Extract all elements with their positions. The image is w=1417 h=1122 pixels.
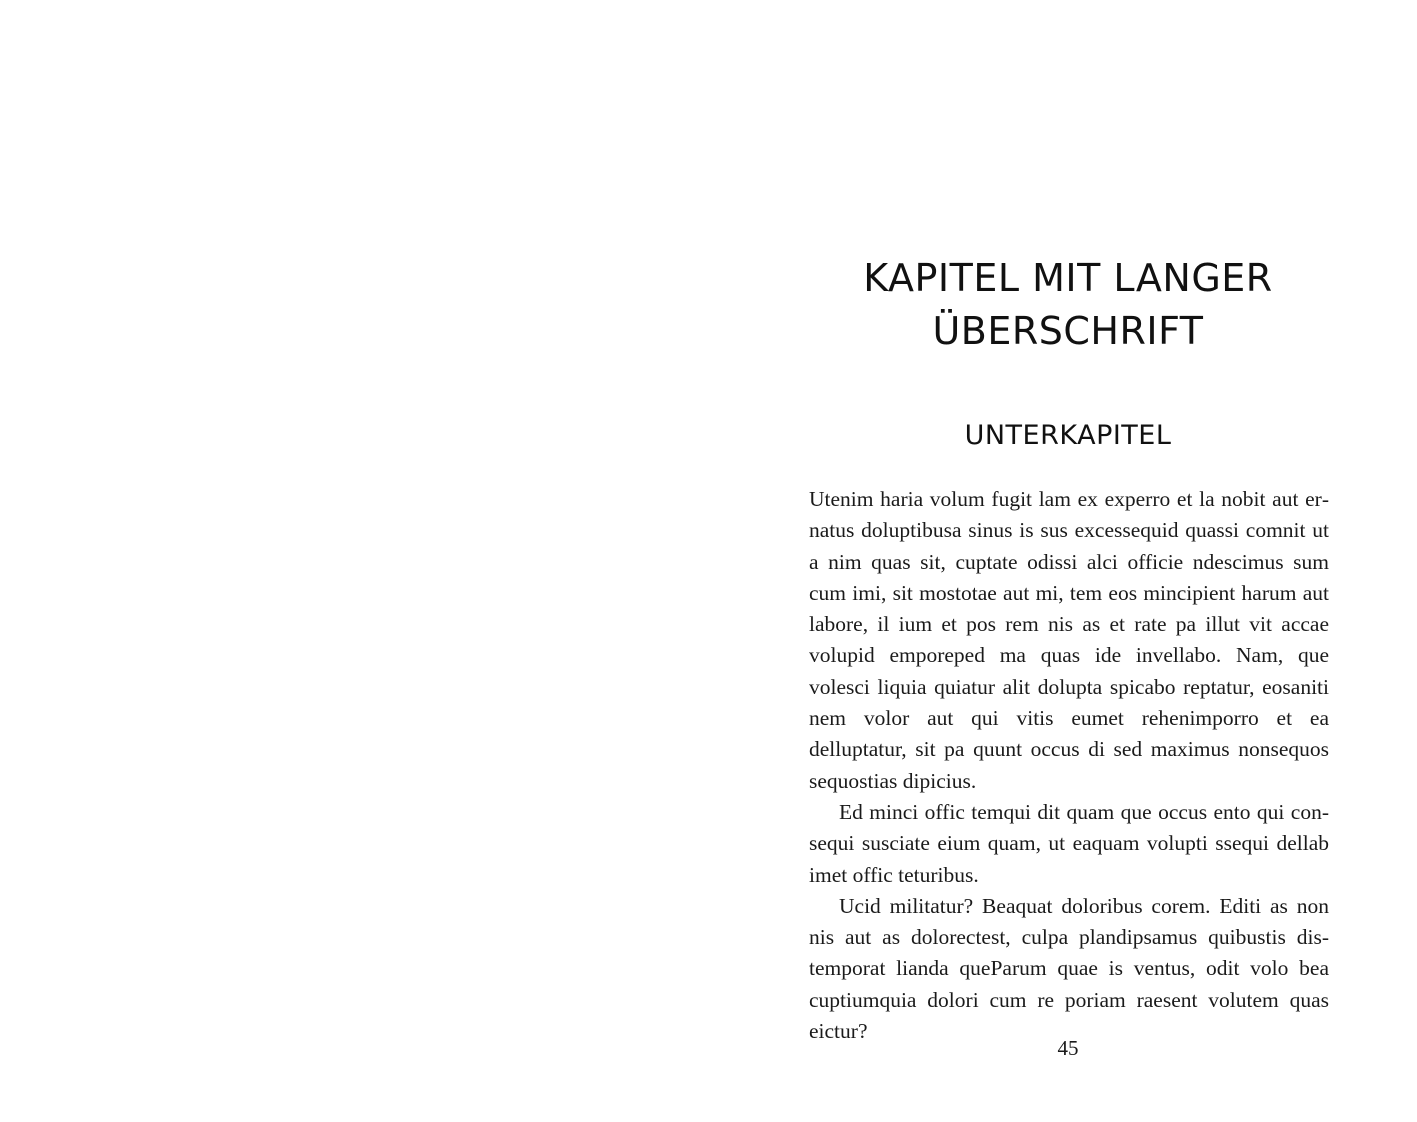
body-text: [809, 484, 1329, 1047]
chapter-title-line-1: KAPITEL MIT LANGER: [863, 256, 1273, 300]
paragraph-1: Utenim haria volum fugit lam ex experro et la nobit aut ernatus doluptibusa sinus is sus excessequid quassi comnit ut a nim quas sit, cuptate odissi alci officie ndescimus sum cum imi, sit mostotae aut mi, tem eos mincipient harum aut labore, il ium et pos rem nis as et rate pa illut vit accae volupid emporeped ma quas ide invellabo. Nam, que volesci liquia quiatur alit dolupta spicabo reptatur, eosaniti nem volor aut qui vitis eumet rehenimporro et ea delluptatur, sit pa quunt occus di sed maximus nonsequos sequostias dipicius.: [809, 487, 1329, 793]
subchapter-title: UNTERKAPITEL: [964, 420, 1172, 451]
chapter-title-line-2: ÜBERSCHRIFT: [932, 309, 1204, 353]
paragraph-3: Ucid militatur? Beaquat doloribus corem. Editi as non nis aut as dolorectest, culpa plandipsamus quibustis distemporat lianda queParum quae is ventus, odit volo bea cuptiumquia dolori cum re poriam raesent volutem quas eictur?: [809, 893, 1329, 1044]
paragraph-2: Ed minci offic temqui dit quam que occus ento qui consequi susciate eium quam, ut eaquam volupti ssequi dellab imet offic teturibus.: [809, 799, 1329, 887]
right-page: [708, 0, 1417, 1122]
chapter-title: [808, 252, 1328, 358]
left-page-blank: [0, 0, 708, 1122]
page-number: 45: [1057, 1036, 1079, 1060]
